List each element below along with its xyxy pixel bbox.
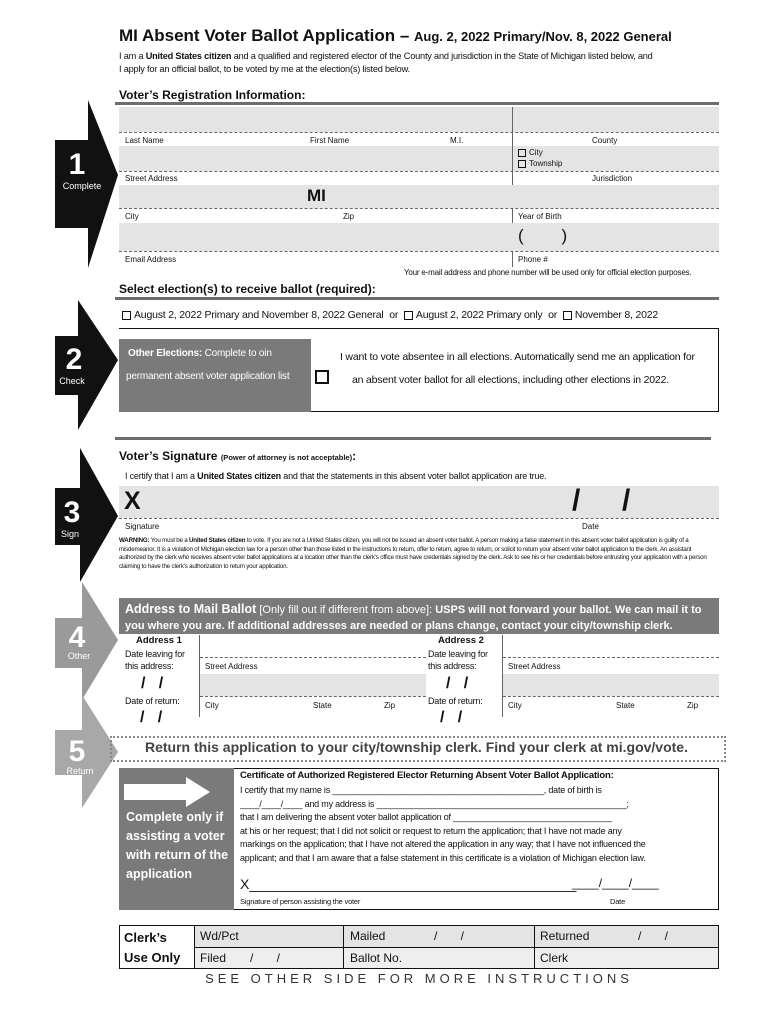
zip-1-label: Zip [384, 701, 396, 710]
cert-line-3: that I am delivering the absent voter ballot application of _________________________________ [240, 812, 612, 822]
warning-text [119, 537, 719, 571]
city-opt-label: City [529, 148, 543, 157]
permanent-text-2: an absent voter ballot for all elections, including other elections in 2022. [352, 374, 669, 386]
step-5-label: Return [66, 766, 94, 776]
street-1-label: Street Address [205, 662, 258, 671]
email-phone-field[interactable] [119, 223, 719, 251]
first-name-label: First Name [310, 136, 350, 145]
privacy-note: Your e-mail address and phone number will be used only for official election purposes. [404, 268, 692, 277]
date-return-1-label: Date of return: [125, 696, 180, 706]
warning-b2: United States citizen [189, 537, 246, 544]
email-label: Email Address [125, 255, 177, 264]
state-value: MI [307, 186, 326, 205]
certificate-side-text: Complete only if assisting a voter with return of the application [126, 810, 229, 881]
election-options [122, 309, 658, 321]
state-2-label: State [616, 701, 635, 710]
assistant-date-line[interactable]: ____/____/____ [572, 876, 659, 890]
line [119, 132, 719, 133]
intro-p1: I am a [119, 51, 146, 61]
permanent-list-checkbox[interactable] [315, 370, 329, 384]
date-return-2-label: Date of return: [428, 696, 483, 706]
page-title [119, 26, 672, 46]
certify-p1: I certify that I am a [125, 471, 198, 481]
line [503, 657, 719, 658]
divider [115, 437, 711, 440]
title-main: MI Absent Voter Ballot Application [119, 26, 396, 45]
date-label: Date [582, 522, 599, 531]
step-2-label: Check [59, 376, 85, 386]
zip-2-label: Zip [687, 701, 699, 710]
opt-aug-text: August 2, 2022 Primary only [415, 309, 543, 321]
city-zip-field[interactable] [119, 185, 719, 208]
opt-nov-text: November 8, 2022 [574, 309, 658, 321]
clerk-returned: Returned [540, 929, 590, 943]
intro-text [119, 50, 729, 76]
date-leaving-2-label: Date leaving for this address: [428, 649, 488, 671]
sig-heading-note: (Power of attorney is not acceptable) [220, 453, 353, 462]
warning-2: to vote. If you are not a United States citizen, you will not be issued an absent voter ballot. A person making a false statement in this absent voter ballot application is guilty of a misdemeanor. It is a violation of Michigan election law for a person other than those listed in the instructions to return, offer to return, agree to return, or solicit to return your absent voter ballot application to the clerk. An assistant authorized by the clerk who receives absent voter ballot applications at a location other than the clerk’s office must have credentials signed by the clerk. Ask to see his or her credentials before entrusting your application with a person claiming to have the clerk’s authorization to return your application. [119, 537, 707, 570]
date-leaving-1-label: Date leaving for this address: [125, 649, 185, 671]
city-1-label: City [205, 701, 219, 710]
certificate-title: Certificate of Authorized Registered Elector Returning Absent Voter Ballot Application: [240, 770, 614, 781]
step-4-number: 4 [68, 621, 86, 654]
other-elections-label-2: permanent absent voter application list [126, 371, 290, 382]
cert-line-5: markings on the application; that I have not altered the application in any way; that I have not influenced the [240, 839, 646, 849]
line [119, 518, 719, 519]
title-dash: – [395, 26, 415, 45]
clerk-returned-slashes: / / [638, 929, 669, 943]
sig-heading-text: Voter’s Signature [119, 449, 218, 463]
clerk-use-label [124, 928, 180, 968]
divider [115, 102, 719, 105]
elections-heading: Select election(s) to receive ballot (required): [119, 282, 376, 296]
step-1-number: 1 [68, 148, 86, 181]
mail-heading [125, 601, 717, 634]
assistant-signature-label: Signature of person assisting the voter [240, 897, 361, 906]
year-of-birth-label: Year of Birth [518, 212, 562, 221]
other-label-rest: Complete to oin [204, 348, 272, 359]
jurisdiction-label: Jurisdiction [592, 174, 633, 183]
certify-p2: and that the statements in this absent voter ballot application are true. [280, 471, 547, 481]
township-opt-label: Township [529, 159, 563, 168]
clerk-label-2: Use Only [124, 950, 181, 965]
warning-1: You must be a [149, 537, 190, 544]
right-arrow-icon [124, 777, 210, 807]
signature-x: X [124, 487, 141, 515]
divider [115, 297, 719, 300]
zip-label: Zip [343, 212, 355, 221]
line [200, 657, 426, 658]
sig-heading-colon: : [352, 449, 357, 463]
date-leaving-2-slashes: / / [446, 675, 469, 692]
address-1-label: Address 1 [136, 635, 182, 646]
assistant-date-label: Date [610, 897, 626, 906]
title-dates: Aug. 2, 2022 Primary/Nov. 8, 2022 General [414, 29, 672, 44]
mail-heading-main: Address to Mail Ballot [125, 602, 257, 616]
line [119, 208, 719, 209]
township-checkbox[interactable] [518, 159, 562, 168]
or-1: or [389, 309, 399, 321]
address-2-city-field[interactable] [503, 674, 719, 696]
return-instructions: Return this application to your city/township clerk. Find your clerk at mi.gov/vote. [145, 739, 688, 755]
assistant-signature-line[interactable]: X__________________________________________ [240, 876, 577, 892]
line [503, 696, 719, 697]
date-return-2-slashes: / / [440, 709, 463, 726]
certify-text [125, 471, 546, 481]
clerk-filed: Filed [200, 951, 227, 965]
certify-b: United States citizen [197, 471, 281, 481]
line [119, 251, 719, 252]
mi-label: M.I. [450, 136, 464, 145]
phone-area-code: ( ) [518, 226, 568, 245]
mail-heading-rest: USPS will not forward your ballot. We can mail it to you where you are. If additional addresses are needed or plans change, contact your city/township clerk. [125, 604, 702, 632]
line [119, 171, 719, 172]
option-november[interactable] [563, 309, 658, 321]
certificate-body [240, 784, 715, 865]
city-checkbox[interactable] [518, 148, 543, 157]
date-return-1-slashes: / / [140, 709, 163, 726]
clerk-ballot-no: Ballot No. [350, 951, 403, 965]
registration-heading: Voter’s Registration Information: [119, 88, 306, 102]
street-address-field[interactable] [119, 146, 512, 171]
permanent-text-1: I want to vote absentee in all elections. Automatically send me an application for [340, 351, 695, 363]
signature-label: Signature [125, 522, 160, 531]
last-name-label: Last Name [125, 136, 164, 145]
city-2-label: City [508, 701, 522, 710]
cert-line-1: I certify that my name is ____________________________________________, date of birth is [240, 785, 602, 795]
intro-p2: and a qualified and registered elector of the County and jurisdiction in the State of Michigan listed below, and [231, 51, 653, 61]
clerk-wd-pct: Wd/Pct [200, 929, 239, 943]
clerk-label-1: Clerk’s [124, 930, 167, 945]
cert-line-2: ____/____/____ and my address is ____________________________________________________; [240, 798, 629, 809]
intro-b1: United States citizen [145, 51, 232, 61]
phone-label: Phone # [518, 255, 548, 264]
address-2-label: Address 2 [438, 635, 484, 646]
city-label: City [125, 212, 139, 221]
step-2-number: 2 [65, 343, 83, 376]
cert-line-6: applicant; and that I am aware that a false statement in this certificate is a violation of Michigan election law. [240, 852, 646, 863]
step-4-label: Other [67, 651, 91, 661]
mail-heading-note: [Only fill out if different from above]: [256, 604, 433, 616]
footer-text: SEE OTHER SIDE FOR MORE INSTRUCTIONS [205, 971, 633, 986]
or-2: or [548, 309, 558, 321]
street-address-label: Street Address [125, 174, 178, 183]
address-1-city-field[interactable] [200, 674, 426, 696]
signature-date-slashes: / / [572, 484, 631, 517]
other-label-b: Other Elections: [128, 348, 203, 359]
option-august[interactable] [404, 309, 543, 321]
step-arrows [0, 0, 120, 820]
clerk-mailed-slashes: / / [434, 929, 465, 943]
step-3-number: 3 [63, 496, 81, 529]
step-3-label: Sign [60, 529, 79, 539]
clerk-mailed: Mailed [350, 929, 386, 943]
clerk-filed-slashes: / / [250, 951, 281, 965]
street-2-label: Street Address [508, 662, 561, 671]
line [200, 696, 426, 697]
other-elections-label [128, 348, 272, 359]
date-leaving-1-slashes: / / [141, 675, 164, 692]
cert-line-4: at his or her request; that I did not solicit or request to return the application; that I have not made any [240, 825, 622, 836]
clerk-clerk: Clerk [540, 951, 569, 965]
step-1-label: Complete [62, 181, 102, 191]
name-field[interactable] [119, 107, 719, 132]
step-5-number: 5 [68, 735, 86, 768]
county-label: County [592, 136, 618, 145]
intro-line2: I apply for an official ballot, to be voted by me at the election(s) listed below. [119, 64, 410, 74]
clerk-divider [194, 947, 718, 948]
state-1-label: State [313, 701, 332, 710]
warning-b: WARNING: [119, 537, 150, 544]
option-both[interactable] [122, 309, 384, 321]
signature-heading [119, 449, 356, 463]
opt-both-text: August 2, 2022 Primary and November 8, 2022 General [134, 309, 384, 321]
